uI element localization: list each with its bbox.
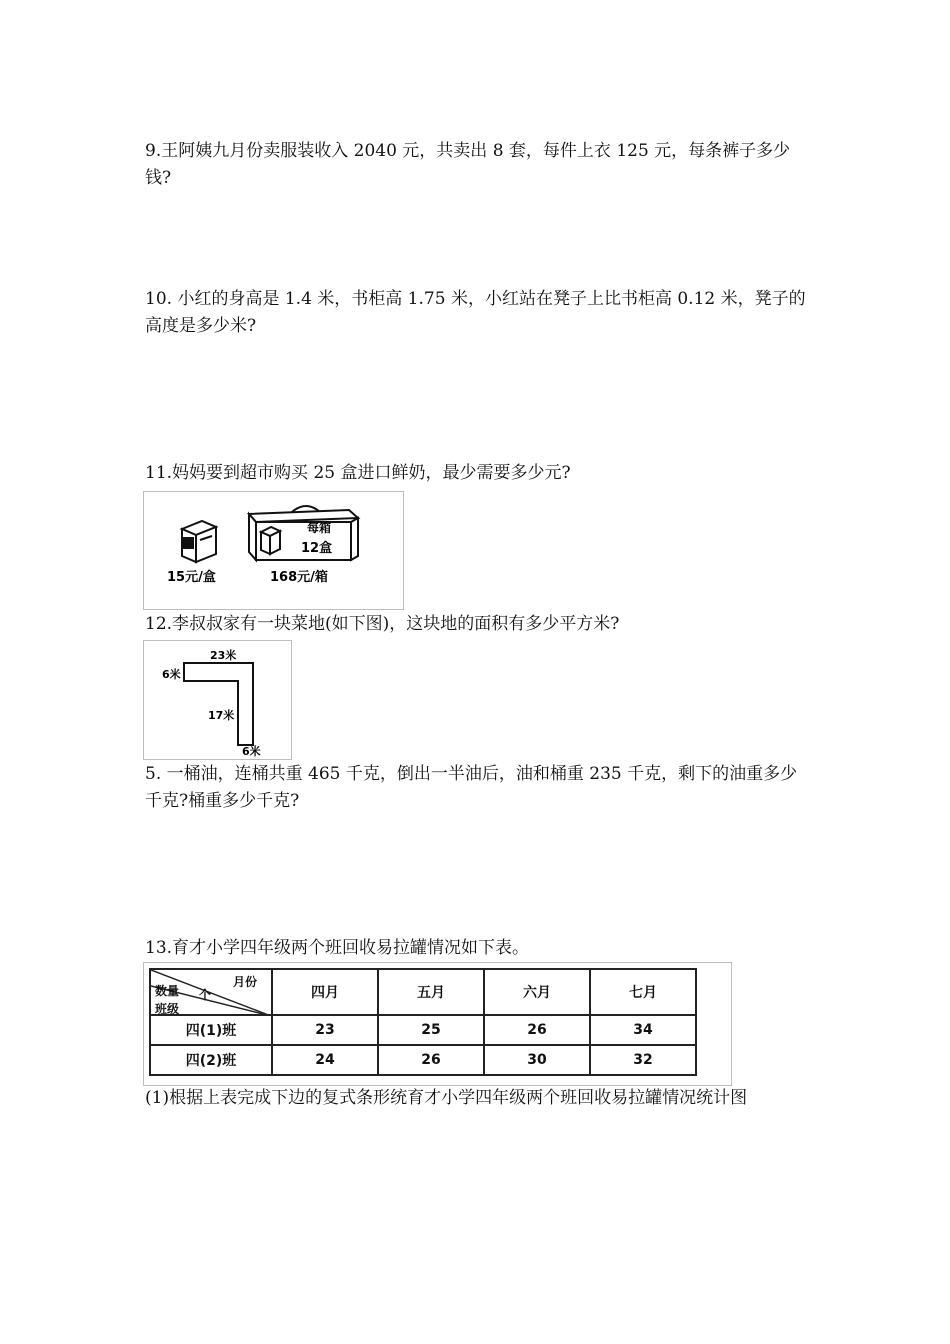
question-10: 10. 小红的身高是 1.4 米，书柜高 1.75 米，小红站在凳子上比书柜高 0.12 米，凳子的高度是多少米? — [145, 289, 806, 336]
month-header: 六月 — [484, 969, 590, 1015]
month-header: 四月 — [272, 969, 378, 1015]
box-price-label: 168元/箱 — [270, 570, 328, 585]
garden-figure — [143, 640, 292, 760]
cans-table — [149, 968, 697, 1076]
value-cell: 30 — [484, 1045, 590, 1075]
header-month: 月份 — [233, 975, 258, 989]
question-13-part-1: (1)根据上表完成下边的复式条形统育才小学四年级两个班回收易拉罐情况统计图 — [145, 1088, 748, 1108]
value-cell: 23 — [272, 1015, 378, 1045]
value-cell: 34 — [590, 1015, 696, 1045]
cans-table-figure — [143, 962, 732, 1086]
single-price-label: 15元/盒 — [167, 570, 216, 585]
garden-middle-label: 17米 — [208, 709, 235, 722]
question-12: 12.李叔叔家有一块菜地(如下图)，这块地的面积有多少平方米? — [145, 614, 620, 634]
table-header-corner — [150, 969, 272, 1015]
month-header: 七月 — [590, 969, 696, 1015]
question-9: 9.王阿姨九月份卖服装收入 2040 元，共卖出 8 套，每件上衣 125 元，每条裤子多少钱? — [145, 141, 791, 188]
garden-left-label: 6米 — [162, 668, 181, 681]
table-row — [150, 1015, 696, 1045]
header-class: 班级 — [155, 1002, 180, 1016]
garden-top-label: 23米 — [210, 649, 237, 662]
month-header: 五月 — [378, 969, 484, 1015]
value-cell: 32 — [590, 1045, 696, 1075]
question-5: 5. 一桶油，连桶共重 465 千克，倒出一半油后，油和桶重 235 千克，剩下的油重多少千克?桶重多少千克? — [145, 764, 798, 811]
table-row — [150, 1045, 696, 1075]
header-quantity: 数量 — [155, 984, 180, 998]
garden-bottom-label: 6米 — [242, 745, 261, 758]
milk-price-figure — [143, 491, 404, 610]
value-cell: 24 — [272, 1045, 378, 1075]
class-cell: 四(1)班 — [150, 1015, 272, 1045]
value-cell: 25 — [378, 1015, 484, 1045]
question-13: 13.育才小学四年级两个班回收易拉罐情况如下表。 — [145, 938, 530, 958]
value-cell: 26 — [484, 1015, 590, 1045]
question-11: 11.妈妈要到超市购买 25 盒进口鲜奶，最少需要多少元? — [145, 463, 571, 483]
box-text-count: 12盒 — [301, 541, 333, 556]
class-cell: 四(2)班 — [150, 1045, 272, 1075]
box-text-per-box: 每箱 — [307, 521, 332, 535]
value-cell: 26 — [378, 1045, 484, 1075]
header-unit: 个 — [199, 988, 212, 1002]
milk-carton-icon — [182, 521, 216, 562]
garden-l-shape — [184, 663, 253, 745]
